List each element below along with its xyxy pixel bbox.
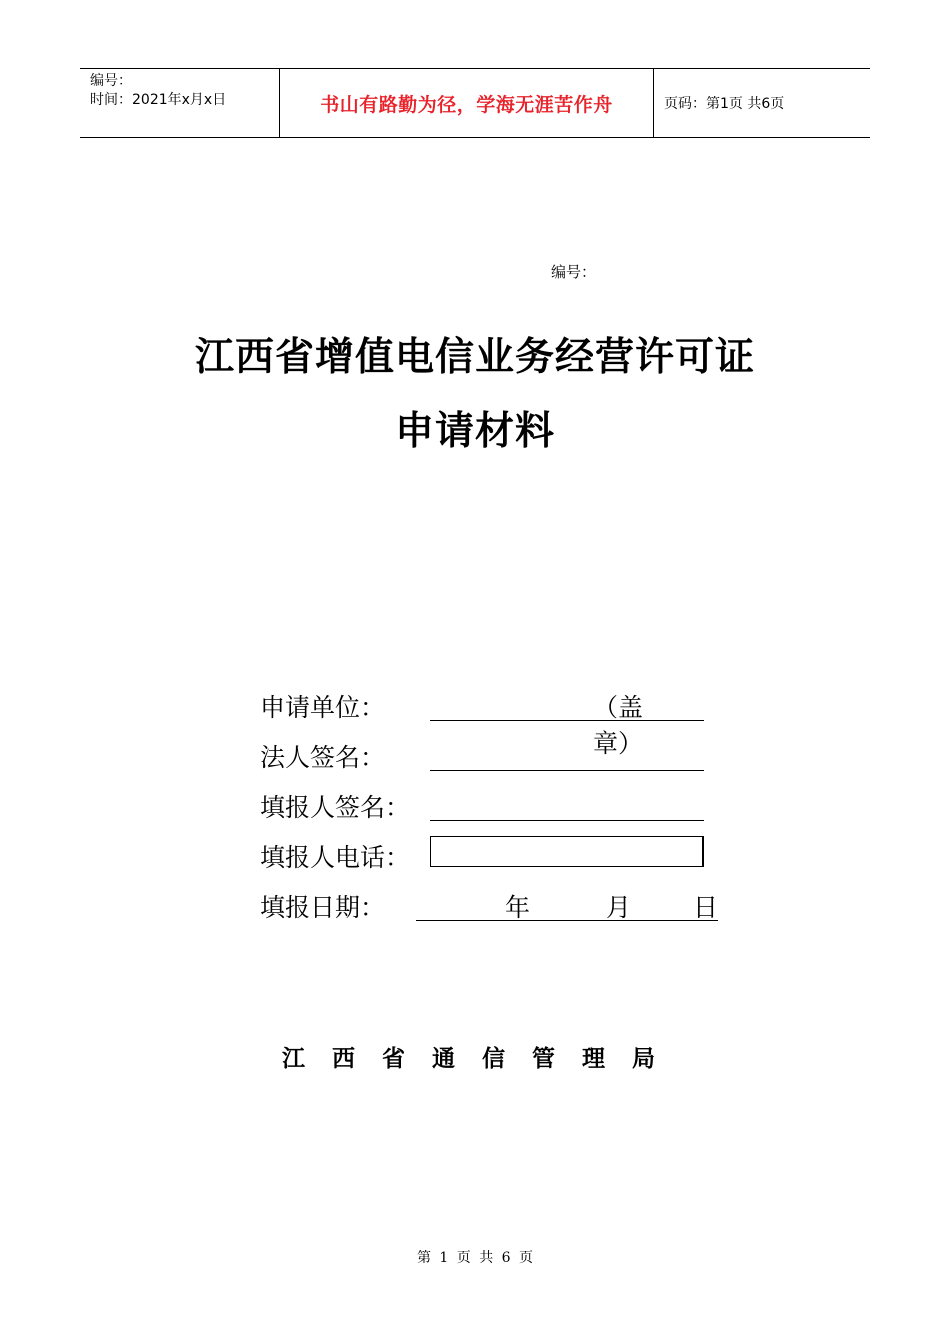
- applicant-field[interactable]: [430, 720, 704, 721]
- filler-phone-label: 填报人电话：: [260, 843, 411, 872]
- year-label: 年: [505, 893, 531, 922]
- header-date: 时间：2021年x月x日: [90, 92, 227, 108]
- fill-date-label: 填报日期：: [260, 893, 386, 922]
- header-meta: [80, 69, 280, 137]
- document-title: 江西省增值电信业务经营许可证: [194, 334, 755, 380]
- legal-signature-label: 法人签名：: [260, 743, 386, 772]
- legal-signature-field[interactable]: [430, 770, 704, 771]
- fill-date-field[interactable]: [416, 920, 718, 921]
- page-header: [80, 68, 870, 138]
- filler-phone-field[interactable]: [430, 836, 704, 867]
- page-footer: 第 1 页 共 6 页: [416, 1250, 534, 1266]
- day-label: 日: [693, 893, 719, 922]
- header-motto-cell: [280, 69, 654, 137]
- month-label: 月: [606, 893, 632, 922]
- filler-signature-field[interactable]: [430, 820, 704, 821]
- filler-signature-label: 填报人签名：: [260, 793, 411, 822]
- serial-label: 编号：: [551, 263, 597, 281]
- header-motto: 书山有路勤为径，学海无涯苦作舟: [320, 93, 613, 116]
- header-page-info: 页码：第1页 共6页: [664, 96, 785, 112]
- issuer-name: 江西省通信管理局: [282, 1045, 682, 1072]
- header-serial: 编号：: [90, 73, 132, 89]
- document-subtitle: 申请材料: [394, 408, 555, 454]
- stamp-label: （盖章）: [593, 693, 644, 758]
- applicant-label: 申请单位：: [260, 693, 386, 722]
